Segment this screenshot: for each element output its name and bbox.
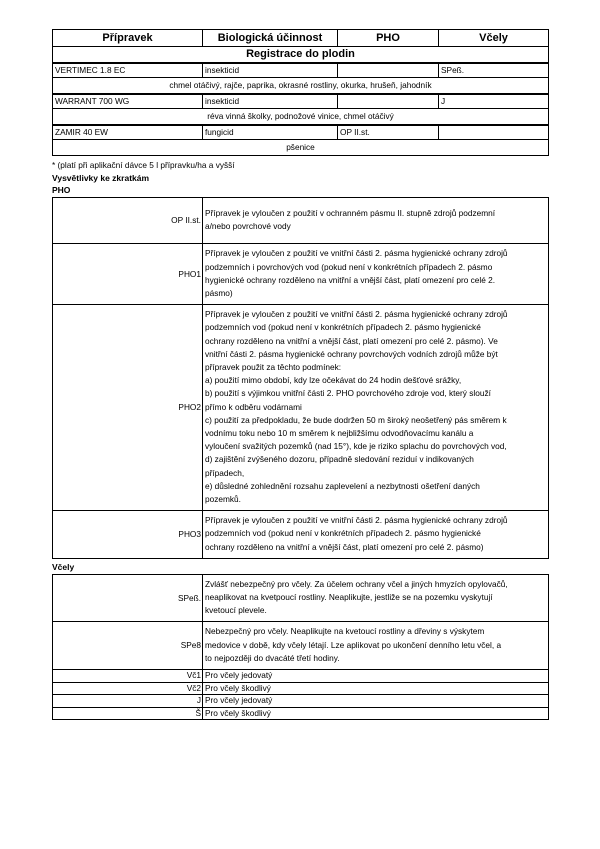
description-line: neaplikovat na kvetpoucí rostliny. Neaplikujte, jestliže se na pozemku vyskytují xyxy=(205,592,493,603)
description-line: c) použití za předpokladu, že bude dodržen 50 m široký neošetřený pás směrem k xyxy=(205,414,507,425)
legend-code: Vč2 xyxy=(53,682,203,695)
pho-legend-table xyxy=(52,197,549,559)
description-line: podzemních vod (pokud není v konkrétních případech 2. pásmo hygienické xyxy=(205,322,481,333)
legend-description xyxy=(203,574,549,622)
product-vcely: SPeß. xyxy=(439,63,549,78)
legend-row xyxy=(53,695,549,708)
legend-description xyxy=(203,670,549,683)
product-type: insekticid xyxy=(203,94,338,109)
description-line: vyloučení svažitých pozemků (nad 15°), kde je riziko splachu do povrchových vod, xyxy=(205,441,507,452)
description-line: Pro včely jedovatý xyxy=(205,670,273,681)
legend-description xyxy=(203,305,549,511)
description-line: přímo k odběru vodárnami xyxy=(205,401,302,412)
description-line: e) důsledné zohlednění rozsahu zaplevelení a nezbytnosti ošetření daných xyxy=(205,480,480,491)
product-vcely xyxy=(439,125,549,140)
product-crops: pšenice xyxy=(53,140,549,156)
document-page xyxy=(52,29,548,720)
legend-code: PHO1 xyxy=(53,244,203,305)
legend-description xyxy=(203,695,549,708)
legend-row xyxy=(53,707,549,720)
legend-row xyxy=(53,682,549,695)
product-pho xyxy=(338,63,439,78)
product-pho: OP II.st. xyxy=(338,125,439,140)
pho-section-title: PHO xyxy=(52,185,71,195)
crops-row xyxy=(53,78,549,95)
legend-code: PHO3 xyxy=(53,511,203,559)
crops-row xyxy=(53,109,549,126)
legend-row xyxy=(53,511,549,559)
description-line: Nebezpečný pro včely. Neaplikujte na kvetoucí rostliny a dřeviny s výskytem xyxy=(205,626,485,637)
legend-row xyxy=(53,670,549,683)
legend-code: OP II.st. xyxy=(53,198,203,244)
legend-code: SPe8 xyxy=(53,622,203,670)
legend-row xyxy=(53,622,549,670)
description-line: medovice v době, kdy včely létají. Lze aplikovat po ukončení denního letu včel, a xyxy=(205,639,502,650)
products-table xyxy=(52,29,549,156)
legend-description xyxy=(203,198,549,244)
column-header-pho: PHO xyxy=(338,30,439,47)
description-line: Přípravek je vyloučen z použití ve vnitřní části 2. pásma hygienické ochrany zdrojů xyxy=(205,309,508,320)
product-name: ZAMIR 40 EW xyxy=(53,125,203,140)
product-crops: chmel otáčivý, rajče, paprika, okrasné rostliny, okurka, hrušeň, jahodník xyxy=(53,78,549,95)
legend-code: PHO2 xyxy=(53,305,203,511)
product-type: insekticid xyxy=(203,63,338,78)
column-header-vcely: Včely xyxy=(439,30,549,47)
description-line: to nejpozději do dvacáté třetí hodiny. xyxy=(205,652,340,663)
description-line: a) použití mimo období, kdy lze očekávat do 24 hodin dešťové srážky, xyxy=(205,375,462,386)
column-header-pripravek: Přípravek xyxy=(53,30,203,47)
description-line: pásmo) xyxy=(205,288,233,299)
column-header-biologicka-ucinnost: Biologická účinnost xyxy=(203,30,338,47)
description-line: b) použití s výjimkou vnitřní části 2. PHO povrchového zdroje vod, který slouží xyxy=(205,388,491,399)
description-line: Přípravek je vyloučen z použití ve vnitřní části 2. pásma hygienické ochrany zdrojů xyxy=(205,248,508,259)
product-row xyxy=(53,63,549,78)
description-line: Přípravek je vyloučen z použití ve vnitřní části 2. pásma hygienické ochrany zdrojů xyxy=(205,515,508,526)
description-line: ochrany rozděleno na vnitřní a vnější část, platí omezení pro celé 2. pásmo). Ve xyxy=(205,335,498,346)
legend-code: J xyxy=(53,695,203,708)
product-row xyxy=(53,125,549,140)
legend-row xyxy=(53,244,549,305)
footnote: * (platí při aplikační dávce 5 l přípravku/ha a vyšší xyxy=(52,160,235,170)
legend-description xyxy=(203,511,549,559)
description-line: přípravek použit za těchto podmínek: xyxy=(205,362,342,373)
description-line: Zvlášť nebezpečný pro včely. Za účelem ochrany včel a jiných hmyzích opylovačů, xyxy=(205,578,508,589)
legend-description xyxy=(203,622,549,670)
product-vcely: J xyxy=(439,94,549,109)
description-line: d) zajištění zvýšeného dozoru, případně sledování reziduí v indikovaných xyxy=(205,454,474,465)
description-line: Pro včely škodlivý xyxy=(205,682,271,693)
legend-code: Š xyxy=(53,707,203,720)
description-line: podzemních i povrchových vod (pokud není v konkrétních případech 2. pásmo xyxy=(205,261,493,272)
description-line: Pro včely škodlivý xyxy=(205,707,271,718)
product-name: WARRANT 700 WG xyxy=(53,94,203,109)
product-crops: réva vinná školky, podnožové vinice, chmel otáčivý xyxy=(53,109,549,126)
description-line: pozemků. xyxy=(205,494,241,505)
description-line: a/nebo povrchové vody xyxy=(205,221,291,232)
description-line: Pro včely jedovatý xyxy=(205,695,273,706)
description-line: Přípravek je vyloučen z použití v ochranném pásmu II. stupně zdrojů podzemní xyxy=(205,208,496,218)
vcely-legend-table xyxy=(52,574,549,720)
description-line: hygienické ochrany rozděleno na vnitřní a vnější část, platí omezení pro celé 2. xyxy=(205,274,496,285)
description-line: podzemních vod (pokud není v konkrétních případech 2. pásmo hygienické xyxy=(205,528,481,539)
description-line: ochrany rozděleno na vnitřní a vnější část, platí omezení pro celé 2. pásmo) xyxy=(205,541,484,552)
product-type: fungicid xyxy=(203,125,338,140)
legend-description xyxy=(203,244,549,305)
legend-code: SPeß. xyxy=(53,574,203,622)
table-header-row xyxy=(53,30,549,47)
legend-row xyxy=(53,305,549,511)
legend-row xyxy=(53,574,549,622)
vcely-section-title: Včely xyxy=(52,561,75,572)
product-row xyxy=(53,94,549,109)
crops-row xyxy=(53,140,549,156)
product-name: VERTIMEC 1.8 EC xyxy=(53,63,203,78)
description-line: kvetoucí plevele. xyxy=(205,605,267,616)
legend-title: Vysvětlivky ke zkratkám xyxy=(52,173,150,183)
description-line: případech, xyxy=(205,467,245,478)
description-line: vnitřní části 2. pásma hygienické ochrany povrchových vodních zdrojů může být xyxy=(205,348,498,359)
section-title-row xyxy=(53,47,549,64)
section-title: Registrace do plodin xyxy=(53,47,549,64)
legend-code: Vč1 xyxy=(53,670,203,683)
legend-description xyxy=(203,707,549,720)
product-pho xyxy=(338,94,439,109)
description-line: vodnímu toku nebo 10 m směrem k nejbližšímu odvodňovacímu kanálu a xyxy=(205,428,474,439)
legend-row xyxy=(53,198,549,244)
legend-description xyxy=(203,682,549,695)
